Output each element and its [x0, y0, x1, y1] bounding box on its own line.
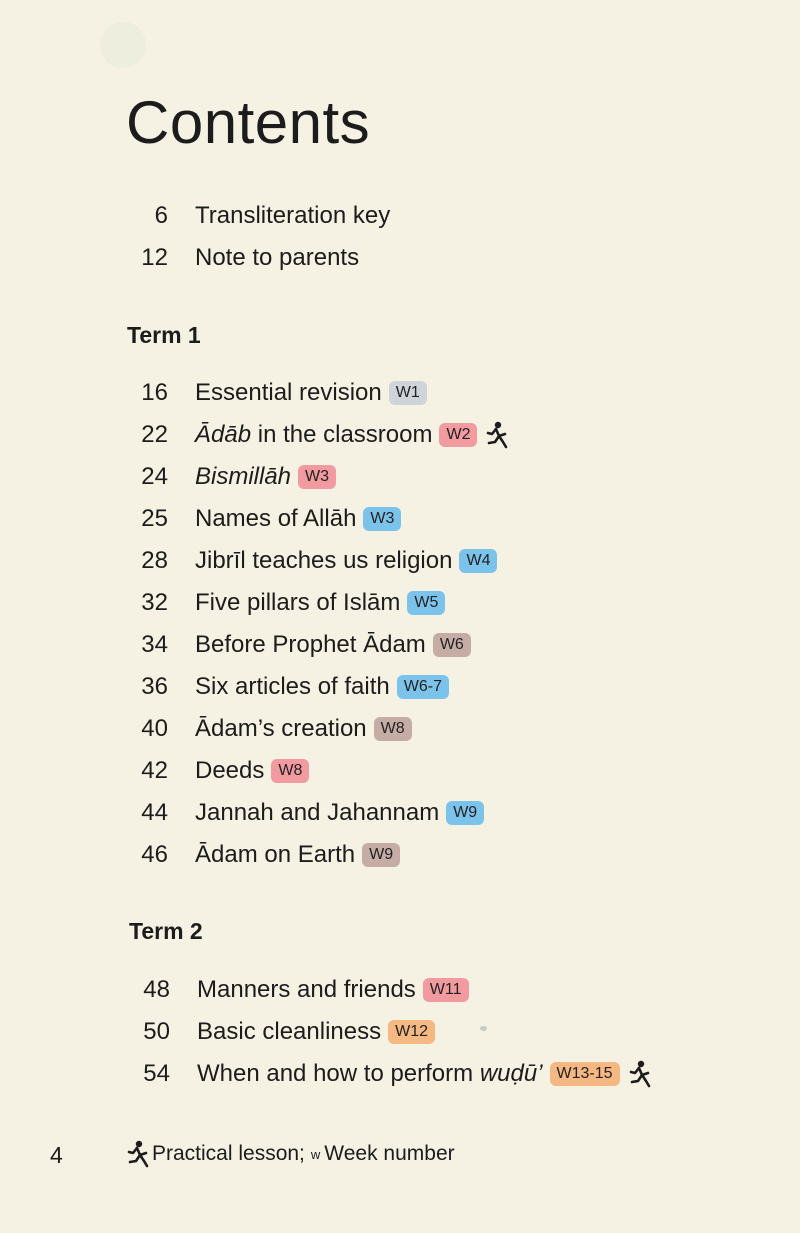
entry-page-number: 34 — [141, 631, 168, 658]
running-person-icon — [485, 421, 509, 449]
entry-title — [197, 1060, 543, 1088]
week-badge: W12 — [388, 1020, 435, 1044]
entry-page-number: 36 — [141, 673, 168, 700]
week-badge: W5 — [407, 591, 445, 615]
entry-title-italic: wuḍū’ — [479, 1060, 543, 1087]
entry-page-number: 42 — [141, 757, 168, 784]
entry-title-text: Jibrīl teaches us religion — [195, 547, 453, 574]
entry-page-number: 40 — [141, 715, 168, 742]
entry-title-text: Ādam’s creation — [195, 715, 367, 742]
toc-entry[interactable] — [120, 502, 401, 536]
week-badge: W4 — [459, 549, 497, 573]
entry-title-text: Ādam on Earth — [195, 841, 356, 868]
entry-title-text: in the classroom — [251, 421, 433, 448]
entry-title — [195, 589, 400, 617]
toc-entry[interactable] — [120, 796, 484, 830]
entry-title — [195, 547, 452, 575]
entry-title-text: Six articles of faith — [195, 673, 390, 700]
entry-title: Transliteration key — [195, 202, 391, 229]
entry-title — [195, 505, 356, 533]
term-1-heading: Term 1 — [127, 322, 201, 348]
entry-title — [195, 631, 426, 659]
running-person-icon — [126, 1140, 150, 1168]
entry-title-italic: Bismillāh — [195, 463, 292, 490]
toc-entry[interactable] — [120, 754, 309, 788]
entry-page-number: 22 — [141, 421, 168, 448]
legend-week-label: Week number — [324, 1142, 455, 1165]
entry-title-italic: Ādāb — [195, 421, 252, 448]
entry-title-text: When and how to perform — [197, 1060, 480, 1087]
entry-page-number: 24 — [141, 463, 168, 490]
running-person-icon — [628, 1060, 652, 1088]
entry-page-number: 48 — [143, 976, 170, 1003]
toc-entry[interactable] — [120, 838, 400, 872]
toc-entry[interactable] — [120, 241, 359, 275]
legend-week-marker: w — [310, 1146, 321, 1162]
entry-title — [195, 757, 264, 785]
entry-title-text: Deeds — [195, 757, 265, 784]
entry-page-number: 28 — [141, 547, 168, 574]
toc-entry[interactable] — [120, 544, 497, 578]
entry-title-text: Essential revision — [195, 379, 382, 406]
decorative-smudge — [100, 22, 146, 68]
week-badge: W9 — [446, 801, 484, 825]
entry-page-number: 46 — [141, 841, 168, 868]
legend-practical-label: Practical lesson; — [152, 1142, 305, 1165]
week-badge: W6-7 — [397, 675, 449, 699]
toc-entry[interactable] — [120, 712, 412, 746]
toc-entry[interactable] — [120, 670, 449, 704]
week-badge: W2 — [439, 423, 477, 447]
legend — [126, 1140, 455, 1168]
week-badge: W8 — [271, 759, 309, 783]
entry-page-number: 12 — [141, 244, 168, 271]
toc-entry[interactable] — [120, 460, 336, 494]
toc-entry[interactable] — [120, 628, 471, 662]
entry-title — [195, 463, 291, 491]
entry-title — [195, 673, 390, 701]
week-badge: W6 — [433, 633, 471, 657]
entry-page-number: 50 — [143, 1018, 170, 1045]
toc-entry[interactable] — [122, 973, 469, 1007]
toc-entry[interactable] — [122, 1057, 652, 1091]
toc-entry[interactable] — [122, 1015, 435, 1049]
entry-title: Note to parents — [195, 244, 360, 271]
entry-page-number: 32 — [141, 589, 168, 616]
toc-entry[interactable] — [120, 199, 390, 233]
entry-title — [195, 799, 439, 827]
toc-entry[interactable] — [120, 418, 509, 452]
entry-title — [197, 1018, 381, 1046]
decorative-dot — [480, 1026, 487, 1031]
entry-title-text: Manners and friends — [197, 976, 416, 1003]
toc-entry[interactable] — [120, 586, 445, 620]
entry-title-text: Before Prophet Ādam — [195, 631, 426, 658]
week-badge: W13-15 — [550, 1062, 620, 1086]
term-2-heading: Term 2 — [129, 918, 203, 944]
entry-title-text: Names of Allāh — [195, 505, 357, 532]
entry-title — [195, 841, 355, 869]
entry-title — [195, 715, 367, 743]
week-badge: W3 — [363, 507, 401, 531]
week-badge: W8 — [374, 717, 412, 741]
entry-page-number: 44 — [141, 799, 168, 826]
entry-page-number: 54 — [143, 1060, 170, 1087]
entry-page-number: 25 — [141, 505, 168, 532]
toc-entry[interactable] — [120, 376, 427, 410]
entry-title — [195, 421, 432, 449]
week-badge: W1 — [389, 381, 427, 405]
entry-title-text: Basic cleanliness — [197, 1018, 382, 1045]
page-number: 4 — [50, 1142, 63, 1168]
entry-title-text: Jannah and Jahannam — [195, 799, 440, 826]
week-badge: W11 — [423, 978, 469, 1002]
entry-title — [197, 976, 416, 1004]
entry-title-text: Five pillars of Islām — [195, 589, 401, 616]
entry-page-number: 6 — [154, 202, 168, 229]
entry-title — [195, 379, 382, 407]
entry-page-number: 16 — [141, 379, 168, 406]
page-title: Contents — [126, 89, 371, 156]
week-badge: W9 — [362, 843, 400, 867]
week-badge: W3 — [298, 465, 336, 489]
